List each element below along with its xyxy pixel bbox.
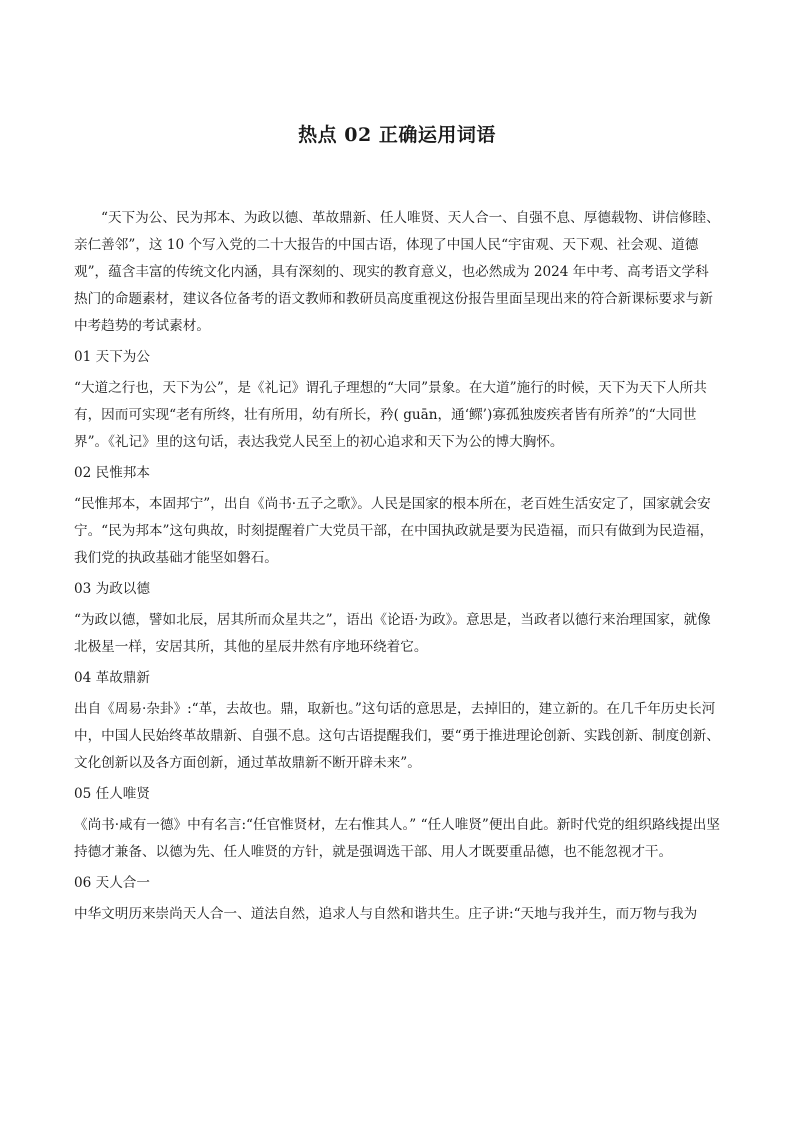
section-paragraph-3: “为政以德，譬如北辰，居其所而众星共之”，语出《论语·为政》。意思是，当政者以德行来治理国家，就像北极星一样，安居其所，其他的星辰井然有序地环绕着它。 bbox=[74, 612, 711, 655]
section-heading-5: 05 任人唯贤 bbox=[74, 786, 150, 802]
section-heading-2: 02 民惟邦本 bbox=[74, 465, 150, 481]
section-paragraph-1: “大道之行也，天下为公”，是《礼记》谓孔子理想的“大同”景象。在大道”施行的时候，天下为天下人所共有，因而可实现“老有所终，壮有所用，幼有所长，矜( guān，通‘鳏’)寡孤独废疾者皆有所养”的“大同世界”。《礼记》里的这句话，表达我党人民至上的初心追求和天下为公的博大胸怀。 bbox=[74, 380, 707, 450]
intro-paragraph: “天下为公、民为邦本、为政以德、革故鼎新、任人唯贤、天人合一、自强不息、厚德载物、讲信修睦、亲仁善邻”，这 10 个写入党的二十大报告的中国古语，体现了中国人民“宇宙观、天下观、社会观、道德观”，蕴含丰富的传统文化内涵，具有深刻的、现实的教育意义，也必然成为 2024 年中考、高考语文学科热门的命题素材，建议各位备考的语文教师和教研员高度重视这份报告里面呈现出来的符合新课标要求与新中考趋势的考试素材。 bbox=[74, 210, 720, 334]
section-paragraph-4: 出自《周易·杂卦》:“革，去故也。鼎，取新也。”这句话的意思是，去掉旧的，建立新的。在几千年历史长河中，中国人民始终革故鼎新、自强不息。这句古语提醒我们，要“勇于推进理论创新、实践创新、制度创新、文化创新以及各方面创新，通过革故鼎新不断开辟未来”。 bbox=[74, 701, 720, 771]
section-heading-3: 03 为政以德 bbox=[74, 581, 150, 597]
section-heading-6: 06 天人合一 bbox=[74, 875, 150, 891]
page-title: 热点 02 正确运用词语 bbox=[298, 124, 496, 146]
section-paragraph-2: “民惟邦本，本固邦宁”，出自《尚书·五子之歌》。人民是国家的根本所在，老百姓生活安定了，国家就会安宁。“民为邦本”这句典故，时刻提醒着广大党员干部，在中国执政就是要为民造福，而只有做到为民造福，我们党的执政基础才能坚如磐石。 bbox=[74, 496, 714, 566]
section-heading-1: 01 天下为公 bbox=[74, 349, 150, 365]
document-body bbox=[74, 205, 722, 932]
section-paragraph-6: 中华文明历来崇尚天人合一、道法自然，追求人与自然和谐共生。庄子讲:“天地与我并生，而万物与我为 bbox=[74, 906, 698, 922]
section-heading-4: 04 革故鼎新 bbox=[74, 670, 150, 686]
section-paragraph-5: 《尚书·咸有一德》中有名言:“任官惟贤材，左右惟其人。” “任人唯贤”便出自此。新时代党的组织路线提出坚持德才兼备、以德为先、任人唯贤的方针，就是强调选干部、用人才既要重品德，也不能忽视才干。 bbox=[74, 817, 720, 860]
